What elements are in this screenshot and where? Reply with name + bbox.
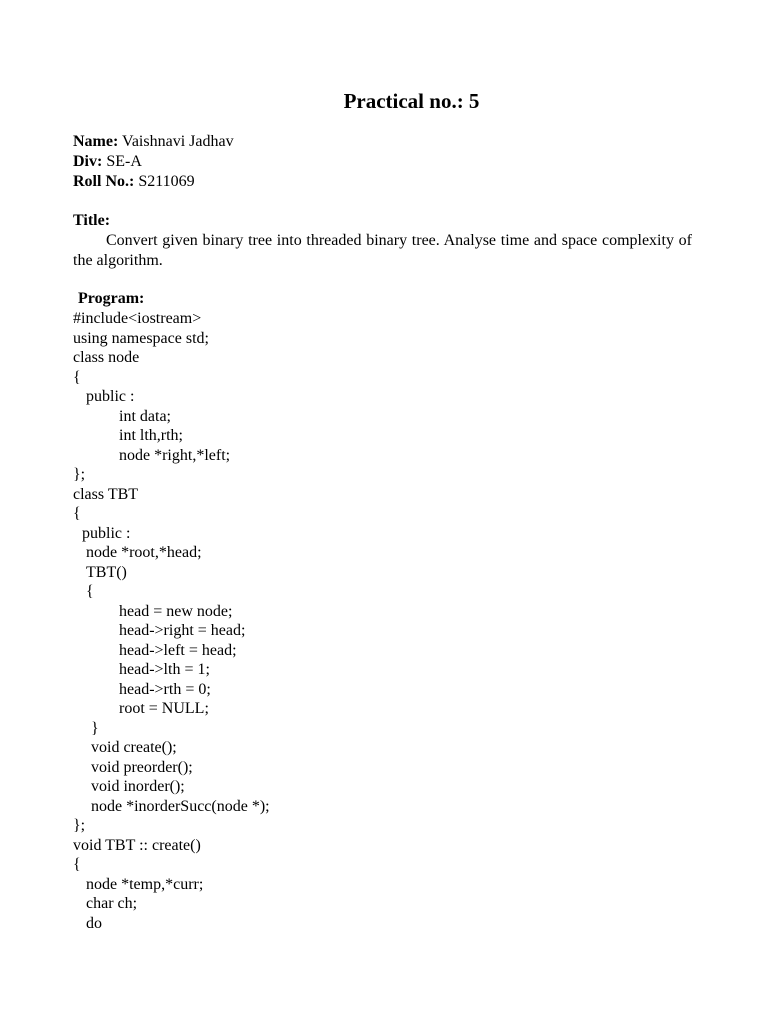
code-line: { (73, 856, 81, 873)
roll-row (73, 172, 234, 192)
code-line: using namespace std; (73, 329, 209, 347)
code-line: int lth,rth; (119, 427, 183, 444)
title-description: Convert given binary tree into threaded binary tree. Analyse time and space complexity of the algorithm. (73, 232, 692, 269)
code-line: { (86, 583, 94, 600)
code-line: head->right = head; (119, 622, 246, 639)
code-line: root = NULL; (119, 700, 209, 717)
program-code (73, 309, 270, 933)
code-line: node *temp,*curr; (86, 875, 204, 893)
code-line: TBT() (86, 563, 127, 581)
roll-value: S211069 (138, 172, 195, 190)
name-label: Name: (73, 133, 119, 150)
roll-label: Roll No.: (73, 172, 135, 190)
code-line: class TBT (73, 485, 139, 503)
code-line: void preorder(); (91, 758, 193, 776)
code-line: do (86, 914, 102, 932)
code-line: node *root,*head; (86, 544, 202, 561)
student-details (73, 132, 234, 191)
code-line: void TBT :: create() (73, 836, 201, 854)
code-line: }; (73, 817, 86, 834)
code-line: { (73, 368, 81, 386)
code-line: }; (73, 466, 86, 483)
code-line: { (73, 505, 81, 522)
code-line: head->lth = 1; (119, 661, 210, 678)
code-line: head->left = head; (119, 641, 237, 659)
div-label: Div: (73, 152, 103, 170)
name-value: Vaishnavi Jadhav (122, 133, 234, 150)
div-value: SE-A (106, 152, 142, 170)
code-line: void inorder(); (91, 778, 185, 795)
code-line: #include<iostream> (73, 310, 202, 327)
div-row (73, 152, 234, 172)
code-line: head->rth = 0; (119, 680, 211, 698)
code-line: node *inorderSucc(node *); (91, 797, 270, 815)
code-line: } (91, 719, 99, 737)
code-line: node *right,*left; (119, 446, 231, 464)
name-row (73, 132, 234, 152)
code-line: class node (73, 349, 140, 366)
title-label: Title: (73, 212, 111, 229)
code-line: int data; (119, 407, 171, 425)
program-label: Program: (78, 290, 145, 307)
code-line: head = new node; (119, 602, 233, 620)
code-line: void create(); (91, 739, 177, 756)
code-line: public : (82, 524, 131, 542)
page-title: Practical no.: 5 (343, 89, 480, 113)
code-line: public : (86, 388, 135, 405)
code-line: char ch; (86, 895, 138, 912)
